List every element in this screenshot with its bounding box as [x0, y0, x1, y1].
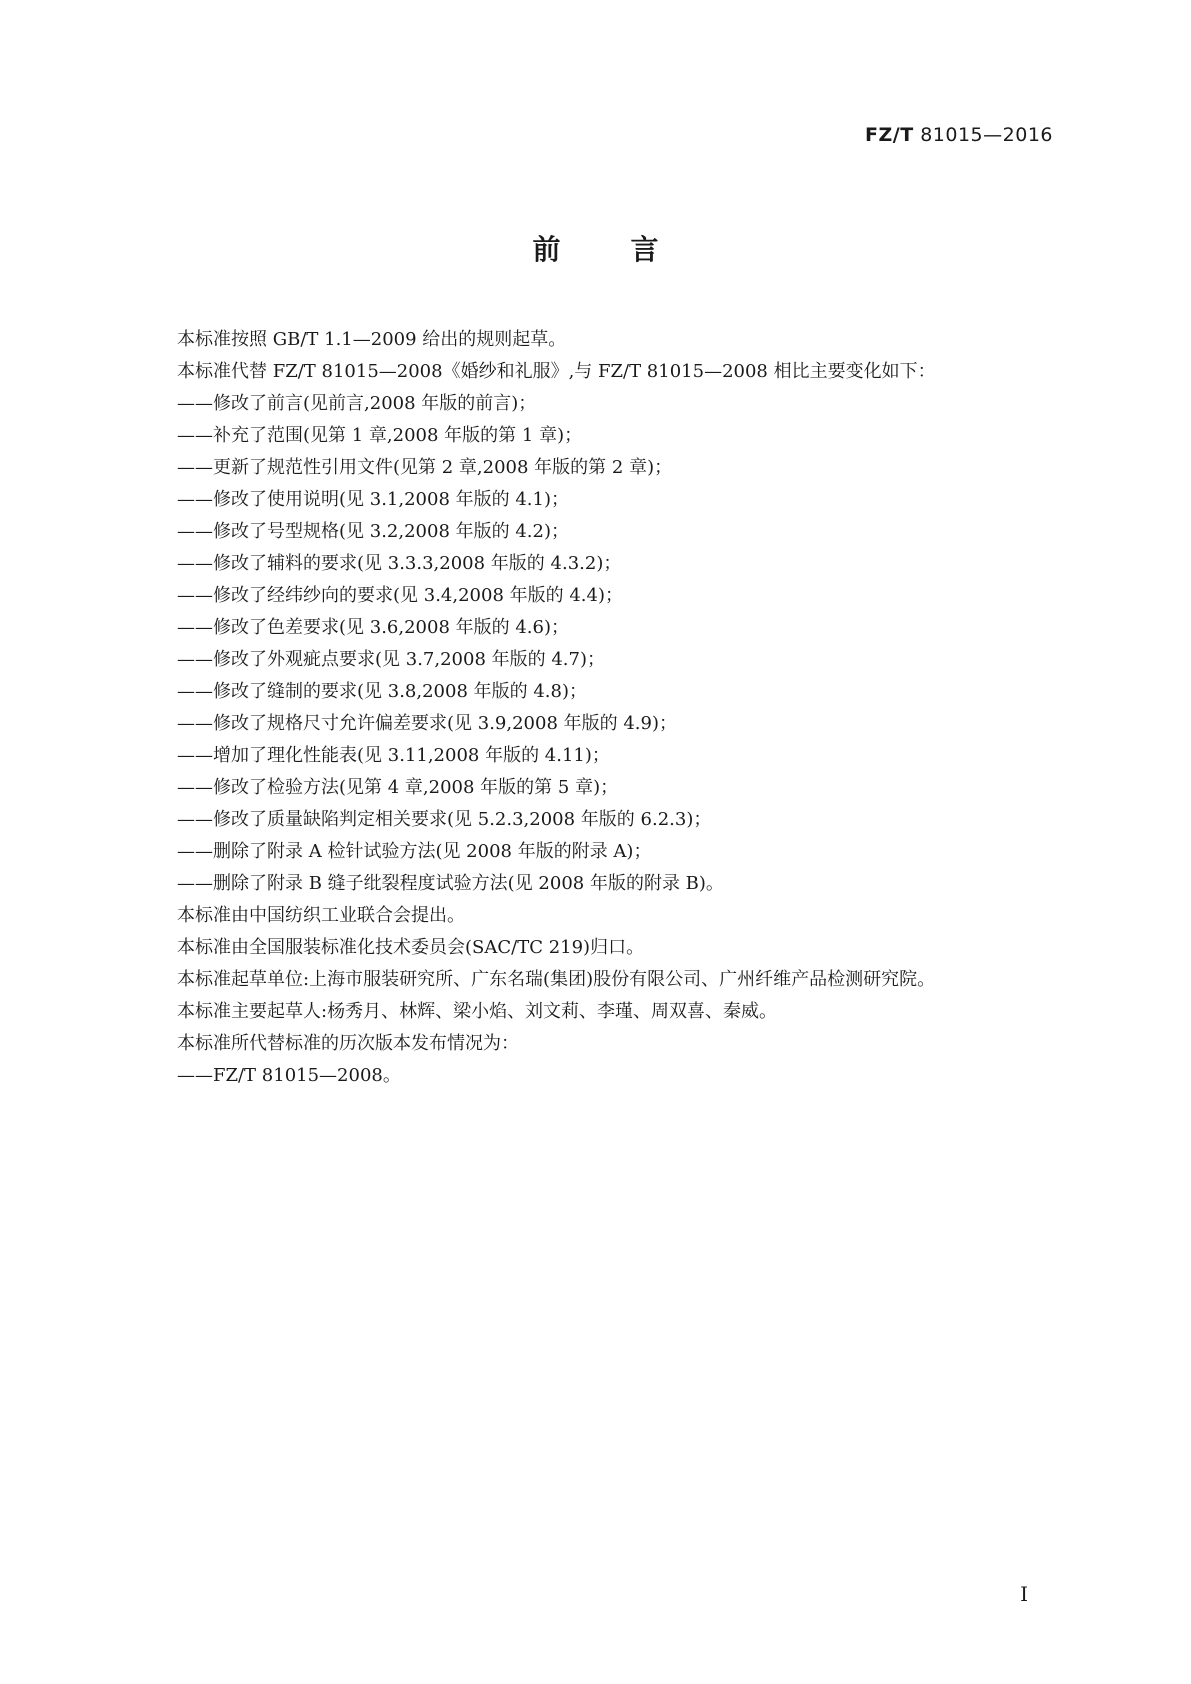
change-list-item: ——删除了附录 A 检针试验方法(见 2008 年版的附录 A)； [177, 841, 652, 862]
change-list-item: ——修改了规格尺寸允许偏差要求(见 3.9,2008 年版的 4.9)； [177, 713, 677, 734]
standard-number [865, 124, 1053, 146]
change-list-item: ——修改了辅料的要求(见 3.3.3,2008 年版的 4.3.2)； [177, 553, 622, 574]
standard-prefix: FZ/T [865, 124, 914, 146]
history-list-item: ——FZ/T 81015—2008。 [177, 1065, 401, 1086]
paragraph-line: 本标准按照 GB/T 1.1—2009 给出的规则起草。 [177, 329, 567, 350]
paragraph-line: 本标准代替 FZ/T 81015—2008《婚纱和礼服》,与 FZ/T 81015—2008 相比主要变化如下： [177, 361, 936, 382]
standard-code: 81015—2016 [920, 124, 1053, 146]
change-list-item: ——修改了检验方法(见第 4 章,2008 年版的第 5 章)； [177, 777, 619, 798]
page-title: 前言 [532, 233, 729, 266]
paragraph-line: 本标准起草单位:上海市服装研究所、广东名瑞(集团)股份有限公司、广州纤维产品检测研究院。 [177, 969, 936, 990]
change-list-item: ——补充了范围(见第 1 章,2008 年版的第 1 章)； [177, 425, 583, 446]
page-number: I [1020, 1582, 1028, 1606]
change-list-item: ——修改了号型规格(见 3.2,2008 年版的 4.2)； [177, 521, 569, 542]
paragraph-line: 本标准由全国服装标准化技术委员会(SAC/TC 219)归口。 [177, 937, 645, 958]
change-list-item: ——更新了规范性引用文件(见第 2 章,2008 年版的第 2 章)； [177, 457, 673, 478]
change-list-item: ——修改了外观疵点要求(见 3.7,2008 年版的 4.7)； [177, 649, 605, 670]
paragraph-line: 本标准所代替标准的历次版本发布情况为： [177, 1033, 519, 1054]
change-list-item: ——修改了使用说明(见 3.1,2008 年版的 4.1)； [177, 489, 569, 510]
change-list-item: ——删除了附录 B 缝子纰裂程度试验方法(见 2008 年版的附录 B)。 [177, 873, 724, 894]
change-list-item: ——修改了经纬纱向的要求(见 3.4,2008 年版的 4.4)； [177, 585, 623, 606]
change-list-item: ——修改了缝制的要求(见 3.8,2008 年版的 4.8)； [177, 681, 587, 702]
change-list-item: ——修改了前言(见前言,2008 年版的前言)； [177, 393, 537, 414]
paragraph-line: 本标准主要起草人:杨秀月、林辉、梁小焰、刘文莉、李瑾、周双喜、秦威。 [177, 1001, 778, 1022]
change-list-item: ——修改了质量缺陷判定相关要求(见 5.2.3,2008 年版的 6.2.3)； [177, 809, 712, 830]
change-list-item: ——修改了色差要求(见 3.6,2008 年版的 4.6)； [177, 617, 569, 638]
paragraph-line: 本标准由中国纺织工业联合会提出。 [177, 905, 465, 926]
foreword-body [177, 324, 1057, 1092]
change-list-item: ——增加了理化性能表(见 3.11,2008 年版的 4.11)； [177, 745, 610, 766]
